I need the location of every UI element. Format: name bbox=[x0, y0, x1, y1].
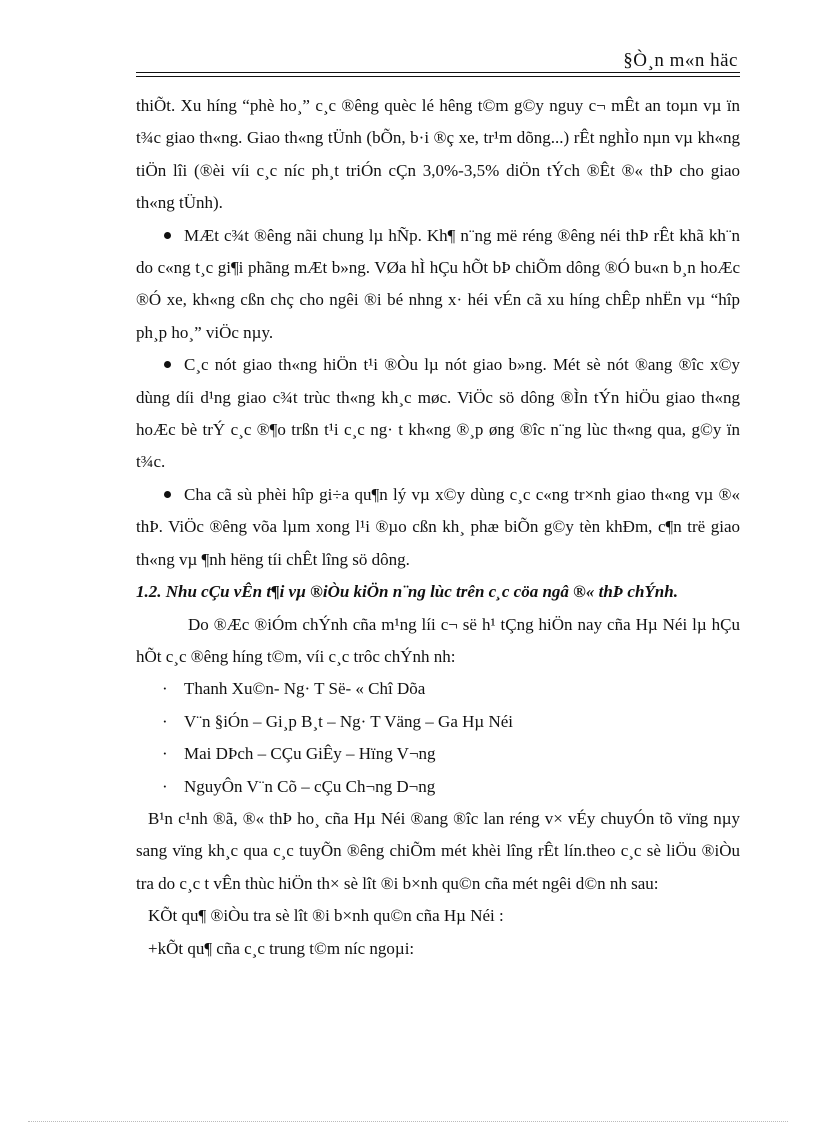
bullet-item bbox=[136, 479, 740, 576]
bullet-text: MÆt c¾t ®êng nãi chung lµ hÑp. Kh¶ n¨ng më réng ®êng néi thÞ rÊt khã kh¨n do c«ng t¸c gi¶i phãng mÆt b»ng. VØa hÌ hÇu hÕt bÞ chiÕm dông ®Ó bu«n b¸n hoÆc ®Ó xe, kh«ng cßn chç cho ngêi ®i bé nhng x· héi vÉn cã xu híng chÊp nhËn vµ “hîp ph¸p ho¸” viÖc nµy. bbox=[136, 225, 740, 342]
bullet-item bbox=[136, 220, 740, 350]
street-list-item: · V¨n §iÓn – Gi¸p B¸t – Ng· T Väng – Ga Hµ Néi bbox=[136, 706, 740, 738]
paragraph-intro: thiÕt. Xu híng “phè ho¸” c¸c ®êng quèc lé hêng t©m g©y nguy c¬ mÊt an toµn vµ ïn t¾c giao th«ng. Giao th«ng tÜnh (bÕn, b·i ®ç xe, tr¹m dõng...) rÊt nghÌo nµn vµ kh«ng tiÖn lîi (®èi víi c¸c níc ph¸t triÓn cÇn 3,0%-3,5% diÖn tÝch ®Êt ®« thÞ cho giao th«ng tÜnh). bbox=[136, 96, 740, 213]
bullet-text: C¸c nót giao th«ng hiÖn t¹i ®Òu lµ nót giao b»ng. Mét sè nót ®ang ®îc x©y dùng díi d¹ng giao c¾t trùc th«ng kh¸c møc. ViÖc sö dông ®Ìn tÝn hiÖu giao th«ng hoÆc bè trÝ c¸c ®¶o trßn t¹i c¸c ng· t kh«ng ®¸p øng ®îc n¨ng lùc th«ng qua, g©y ïn t¾c. bbox=[136, 355, 740, 472]
bullet-text: Cha cã sù phèi hîp gi÷a qu¶n lý vµ x©y dùng c¸c c«ng tr×nh giao th«ng vµ ®« thÞ. ViÖc ®êng võa lµm xong l¹i ®µo cßn kh¸ phæ biÕn g©y tèn khÐm, c¶n trë giao th«ng vµ ¶nh hëng tíi chÊt lîng sö dông. bbox=[136, 484, 740, 569]
section-heading: 1.2. Nhu cÇu vÊn t¶i vµ ®iÒu kiÖn n¨ng lùc trên c¸c cöa ngâ ®« thÞ chÝnh. bbox=[136, 582, 678, 602]
paragraph-main-axes: Do ®Æc ®iÓm chÝnh cña m¹ng líi c¬ së h¹ tÇng hiÖn nay cña Hµ Néi lµ hÇu hÕt c¸c ®êng híng t©m, víi c¸c trôc chÝnh nh: bbox=[136, 614, 740, 666]
header-rule-bottom bbox=[136, 76, 740, 77]
paragraph-urbanization: B¹n c¹nh ®ã, ®« thÞ ho¸ cña Hµ Néi ®ang ®îc lan réng v× vÉy chuyÓn tõ vïng nµy sang vïng kh¸c qua c¸c tuyÕn ®êng chiÕm mét khèi lîng rÊt lín.theo c¸c sè liÖu ®iÒu tra do c¸c t vÊn thùc hiÖn th× sè lît ®i b×nh qu©n cña mét ngêi d©n nh sau: bbox=[136, 808, 740, 893]
bullet-dot-icon bbox=[164, 491, 171, 498]
page-header-title: §Ò¸n m«n häc bbox=[623, 50, 738, 71]
middot-icon: · bbox=[162, 711, 168, 731]
bullet-dot-icon bbox=[164, 232, 171, 239]
bullet-item bbox=[136, 349, 740, 479]
street-list-item: · Mai DÞch – CÇu GiÊy – Hïng V¬ng bbox=[136, 738, 740, 770]
page-bottom-divider bbox=[28, 1121, 788, 1122]
street-list-item: · Thanh Xu©n- Ng· T Së- « Chî Dõa bbox=[136, 673, 740, 705]
middot-icon: · bbox=[162, 744, 168, 764]
middot-icon: · bbox=[162, 679, 168, 699]
header-rule-top bbox=[136, 72, 740, 73]
document-body bbox=[136, 90, 740, 965]
paragraph-survey-result: KÕt qu¶ ®iÒu tra sè lît ®i b×nh qu©n cña Hµ Néi : bbox=[148, 906, 504, 926]
street-list-item: · NguyÔn V¨n Cõ – cÇu Ch¬ng D¬ng bbox=[136, 771, 740, 803]
paragraph-foreign-centers: +kÕt qu¶ cña c¸c trung t©m níc ngoµi: bbox=[148, 938, 415, 958]
middot-icon: · bbox=[162, 776, 168, 796]
